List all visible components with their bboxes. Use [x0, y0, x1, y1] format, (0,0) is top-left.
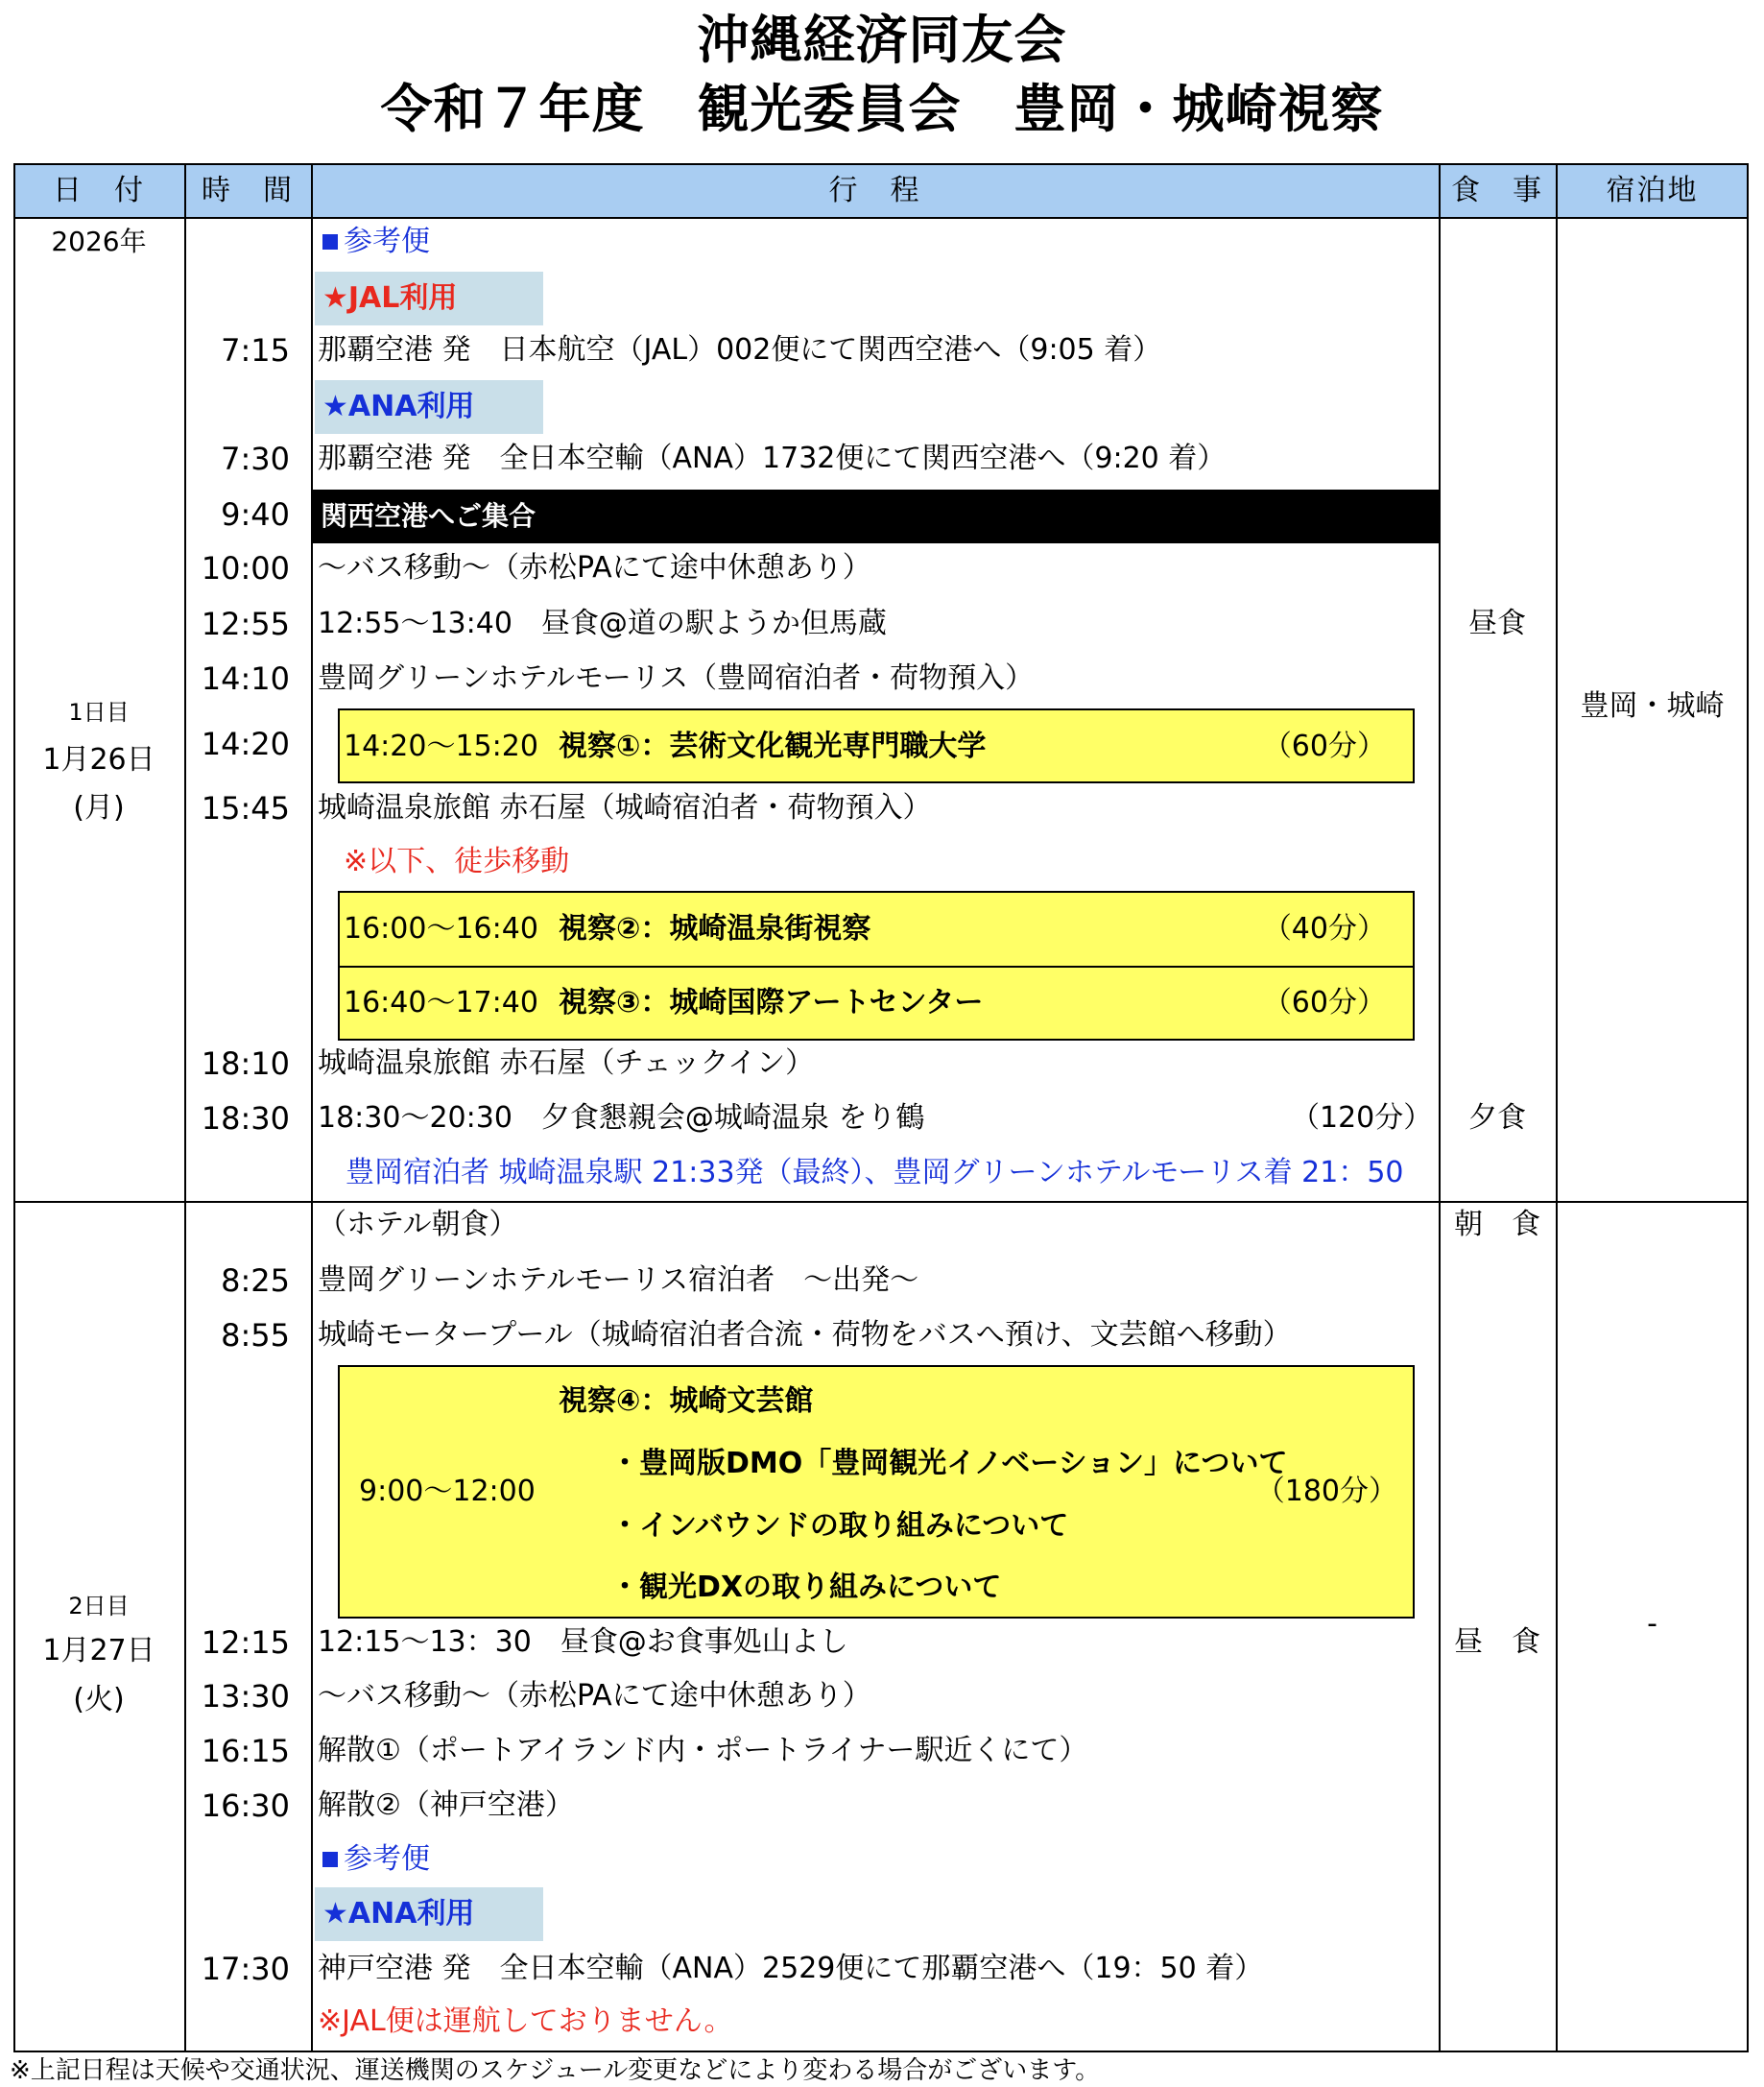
visit4-box [338, 1365, 1415, 1619]
ana-tag: ★ANA利用 [315, 1887, 543, 1941]
time-cell: 18:30 [201, 1100, 290, 1137]
itinerary-text: 城崎温泉旅館 赤石屋（城崎宿泊者・荷物預入） [318, 791, 932, 825]
day1-weekday: (月) [73, 791, 125, 825]
column-divider [311, 163, 313, 2052]
kansai-assembly-banner: 関西空港へご集合 [313, 490, 1440, 543]
day2-label: 2日目 [68, 1593, 130, 1619]
hotel-breakfast: （ホテル朝食） [318, 1208, 518, 1241]
walk-note: ※以下、徒歩移動 [344, 845, 570, 878]
title-line1: 沖縄経済同友会 [697, 10, 1067, 70]
itinerary-text: 18:30～20:30 夕食懇親会@城崎温泉 をり鶴 [318, 1101, 925, 1135]
itinerary-text: 城崎温泉旅館 赤石屋（チェックイン） [318, 1046, 815, 1080]
time-cell: 12:55 [201, 606, 290, 642]
reference-flight-label [322, 223, 430, 261]
reference-flight-text: 参考便 [344, 1842, 430, 1876]
square-icon [322, 1852, 338, 1867]
dinner-duration: （120分） [1291, 1101, 1433, 1135]
visit1-duration: （60分） [1262, 730, 1386, 763]
meal-lunch-day1: 昼食 [1468, 607, 1526, 640]
title-line2: 令和７年度 観光委員会 豊岡・城崎視察 [380, 79, 1384, 139]
day1-label: 1日目 [68, 699, 130, 726]
time-cell: 14:20 [201, 726, 290, 762]
time-cell: 17:30 [201, 1951, 290, 1987]
time-cell: 13:30 [201, 1678, 290, 1715]
header-itinerary: 行 程 [828, 174, 921, 207]
visit4-item: ・インバウンドの取り組みについて [610, 1509, 1069, 1543]
visit3-time: 16:40～17:40 [344, 986, 538, 1020]
visit1-time: 14:20～15:20 [344, 730, 538, 763]
visit2-time: 16:00～16:40 [344, 912, 538, 946]
ana-tag: ★ANA利用 [315, 380, 543, 434]
year-label: 2026年 [51, 226, 147, 257]
visit3-row [340, 967, 1413, 1040]
time-cell: 14:10 [201, 660, 290, 697]
time-cell: 7:15 [221, 332, 290, 369]
visit1-row [340, 710, 1413, 783]
time-cell: 16:30 [201, 1787, 290, 1824]
header-time: 時 間 [202, 174, 294, 207]
column-divider [1556, 163, 1558, 2052]
visit1-label: 視察①：芸術文化観光専門職大学 [559, 730, 987, 763]
day-divider [13, 1201, 1749, 1203]
visit2-row [340, 893, 1413, 968]
square-icon [322, 234, 338, 250]
visit4-item: ・豊岡版DMO「豊岡観光イノベーション」について [610, 1447, 1288, 1480]
time-cell: 12:15 [201, 1624, 290, 1661]
itinerary-text: 那覇空港 発 日本航空（JAL）002便にて関西空港へ（9:05 着） [318, 333, 1162, 367]
time-cell: 8:25 [221, 1262, 290, 1299]
itinerary-text: ～バス移動～（赤松PAにて途中休憩あり） [318, 551, 871, 585]
column-divider [184, 163, 186, 2052]
itinerary-text: 城崎モータープール（城崎宿泊者合流・荷物をバスへ預け、文芸館へ移動） [318, 1318, 1292, 1352]
header-divider [13, 217, 1749, 219]
visit2-3-box [338, 891, 1415, 1041]
meal-lunch-day2: 昼 食 [1454, 1625, 1540, 1659]
visit1-box [338, 708, 1415, 783]
visit2-label: 視察②：城崎温泉街視察 [559, 912, 871, 946]
day1-date: 1月26日 [42, 743, 155, 777]
itinerary-text: 解散②（神戸空港） [318, 1788, 574, 1822]
itinerary-text: 豊岡グリーンホテルモーリス宿泊者 ～出発～ [318, 1263, 919, 1297]
reference-flight-label [322, 1840, 430, 1879]
visit3-label: 視察③：城崎国際アートセンター [559, 986, 984, 1020]
footer-note: ※上記日程は天候や交通状況、運送機関のスケジュール変更などにより変わる場合がございます。 [10, 2056, 1101, 2085]
time-cell: 10:00 [201, 550, 290, 587]
lodging-day2: - [1647, 1607, 1657, 1641]
lodging-day1: 豊岡・城崎 [1580, 689, 1725, 723]
meal-dinner-day1: 夕食 [1468, 1101, 1526, 1135]
time-cell: 16:15 [201, 1733, 290, 1769]
visit3-duration: （60分） [1262, 986, 1386, 1020]
reference-flight-text: 参考便 [344, 225, 430, 258]
header-lodging: 宿泊地 [1606, 174, 1699, 207]
header-date: 日 付 [53, 174, 145, 207]
visit2-duration: （40分） [1262, 912, 1386, 946]
itinerary-text: 解散①（ポートアイランド内・ポートライナー駅近くにて） [318, 1734, 1088, 1767]
visit4-item: ・観光DXの取り組みについて [610, 1571, 1002, 1604]
toyooka-return-note: 豊岡宿泊者 城崎温泉駅 21:33発（最終）、豊岡グリーンホテルモーリス着 21：50 [346, 1156, 1404, 1189]
visit4-time: 9:00～12:00 [359, 1475, 536, 1508]
itinerary-text: 神戸空港 発 全日本空輸（ANA）2529便にて那覇空港へ（19：50 着） [318, 1952, 1264, 1985]
itinerary-text: 豊岡グリーンホテルモーリス（豊岡宿泊者・荷物預入） [318, 661, 1035, 695]
itinerary-text: 12:55～13:40 昼食@道の駅ようか但馬蔵 [318, 607, 887, 640]
meal-breakfast-day2: 朝 食 [1454, 1208, 1540, 1241]
time-cell: 18:10 [201, 1045, 290, 1082]
itinerary-text: 那覇空港 発 全日本空輸（ANA）1732便にて関西空港へ（9:20 着） [318, 442, 1227, 475]
day2-weekday: (火) [73, 1683, 125, 1716]
time-cell: 7:30 [221, 441, 290, 477]
visit4-label: 視察④：城崎文芸館 [559, 1384, 814, 1418]
visit4-duration: （180分） [1255, 1475, 1397, 1508]
itinerary-text: ～バス移動～（赤松PAにて途中休憩あり） [318, 1679, 871, 1713]
jal-tag: ★JAL利用 [315, 272, 543, 325]
time-cell: 9:40 [221, 496, 290, 533]
jal-not-operating-note: ※JAL便は運航しておりません。 [318, 2004, 733, 2038]
time-cell: 8:55 [221, 1317, 290, 1354]
header-meal: 食 事 [1451, 174, 1543, 207]
day2-date: 1月27日 [42, 1634, 155, 1667]
time-cell: 15:45 [201, 790, 290, 827]
itinerary-text: 12:15～13：30 昼食@お食事処山よし [318, 1625, 848, 1659]
